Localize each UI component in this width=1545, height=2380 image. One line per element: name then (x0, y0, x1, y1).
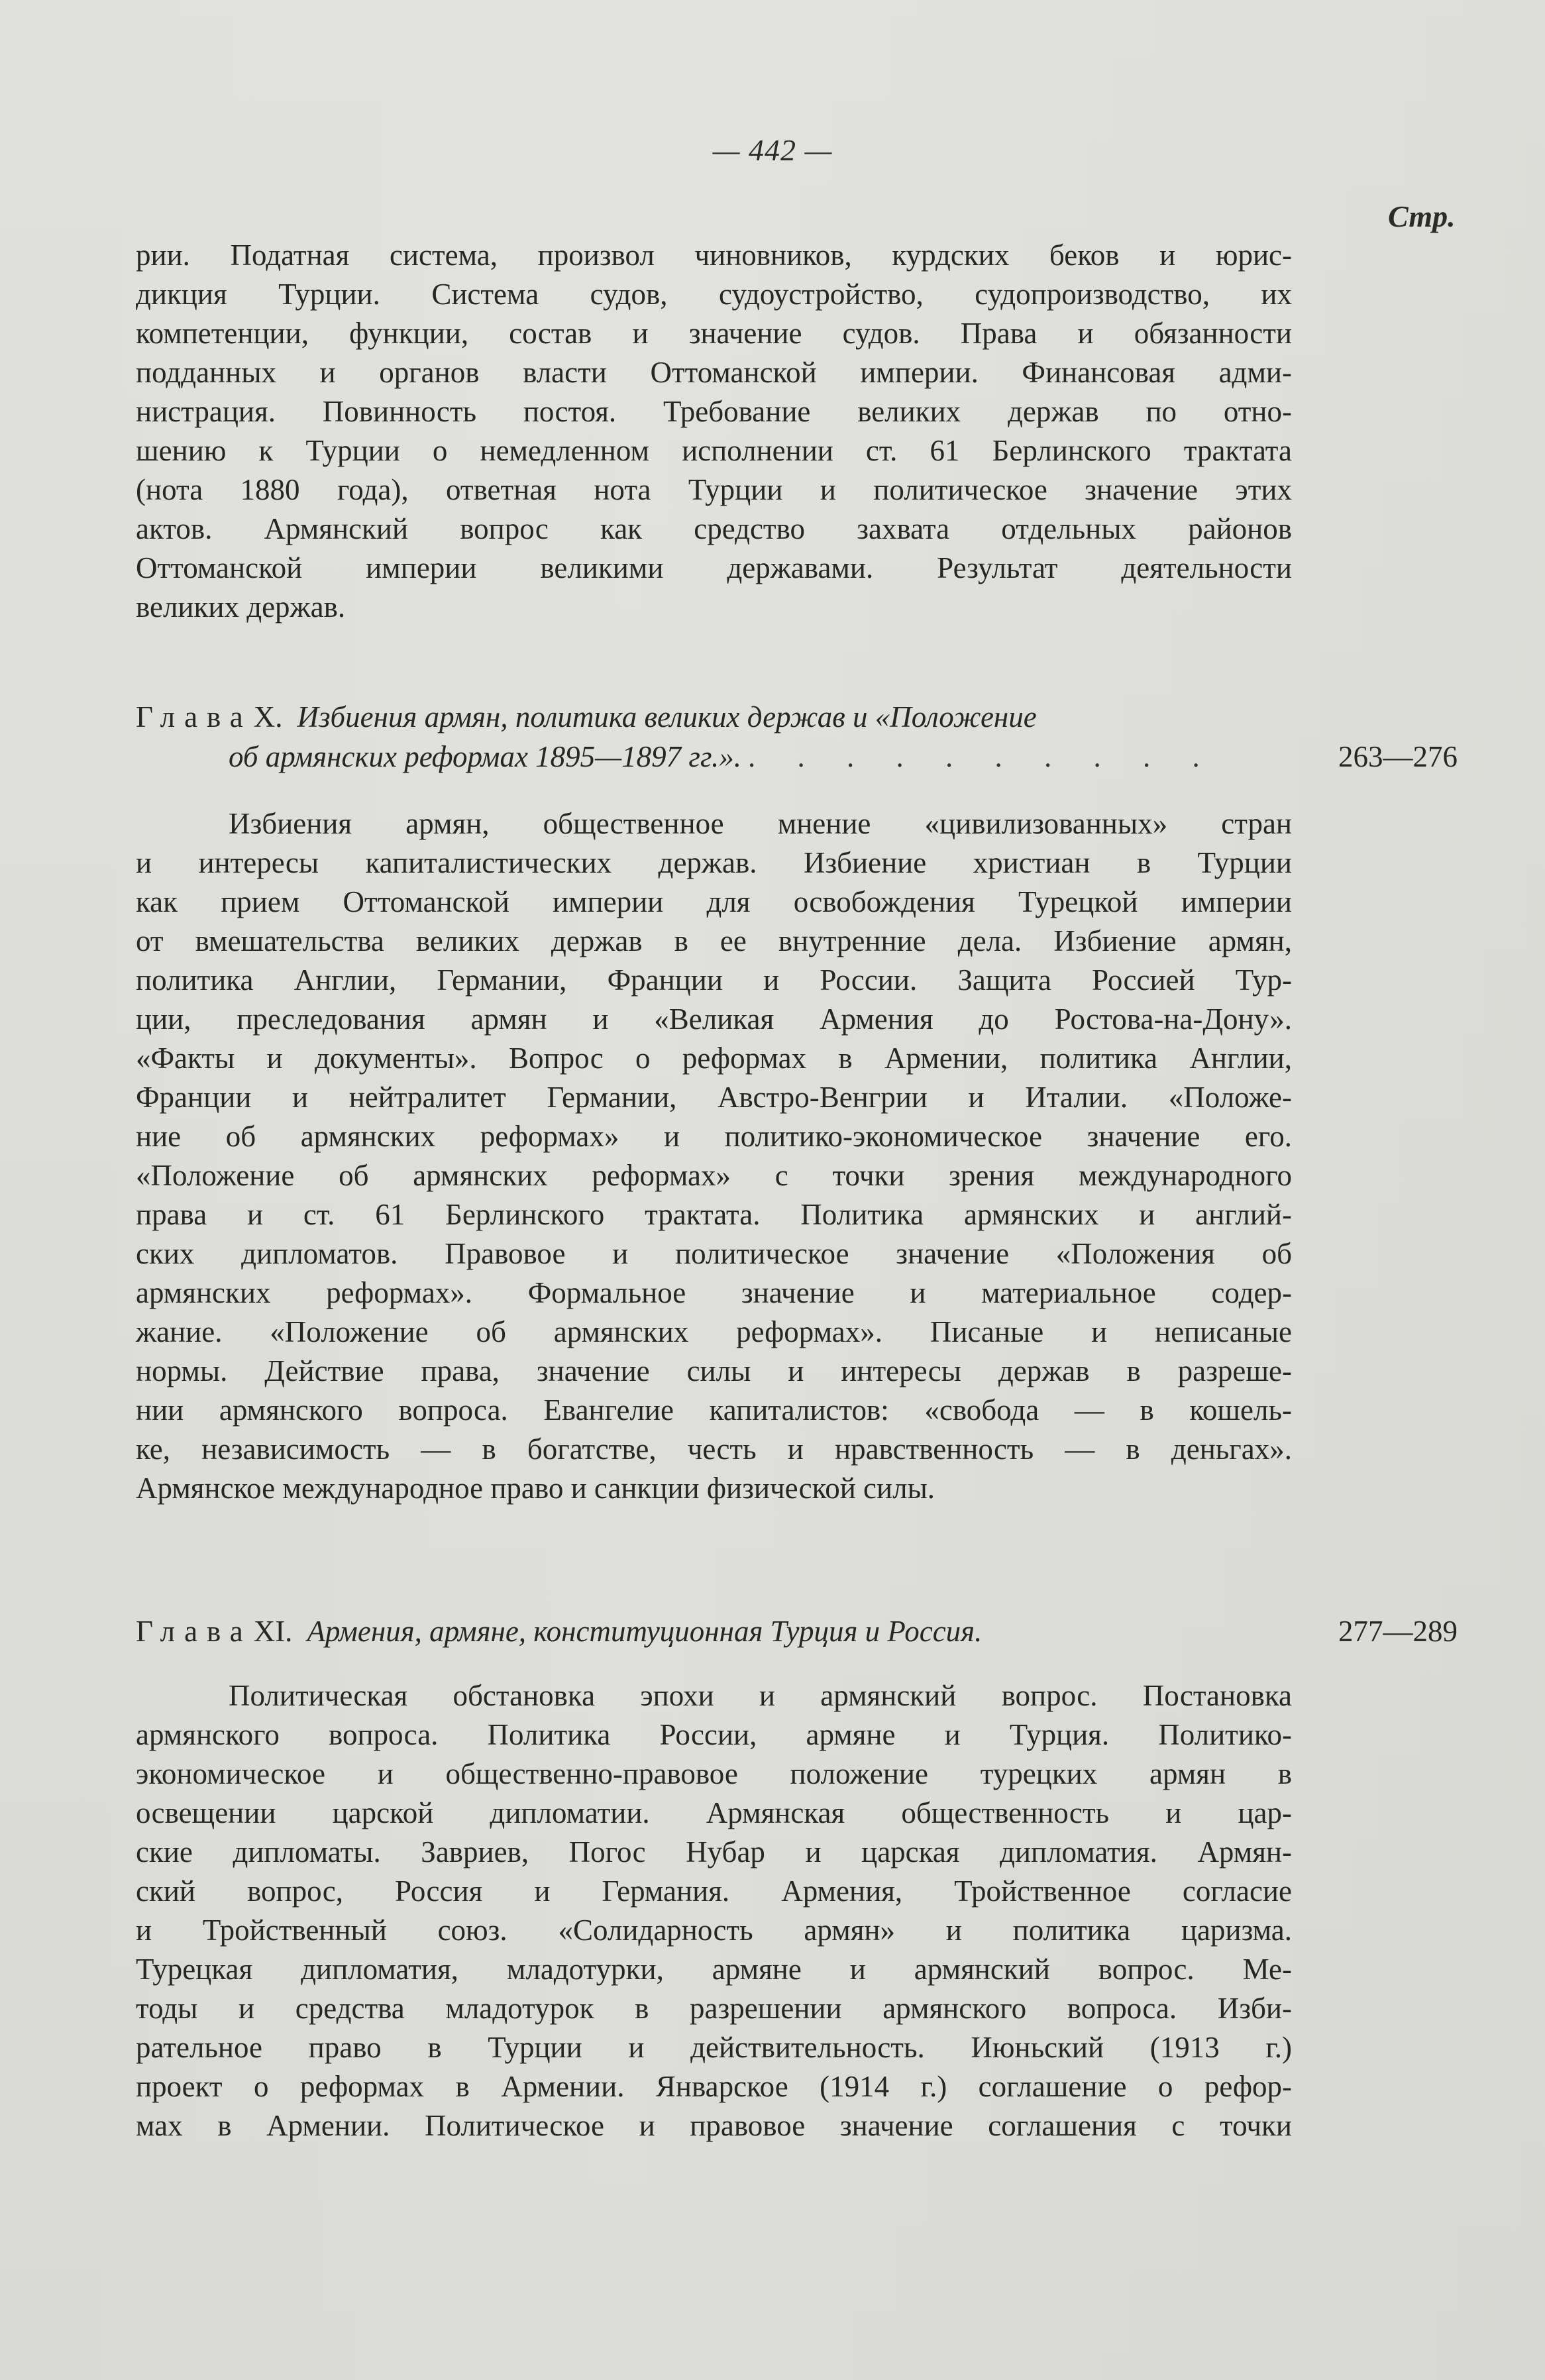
text-line: как прием Оттоманской империи для освобождения Турецкой империи (136, 885, 1292, 918)
text-line: нормы. Действие права, значение силы и интересы держав в разреше- (136, 1354, 1292, 1387)
chapter-x-title-row-2 (136, 737, 1458, 777)
text-line: Политическая обстановка эпохи и армянский вопрос. Постановка (229, 1679, 1292, 1712)
text-line: актов. Армянский вопрос как средство захвата отдельных районов (136, 512, 1292, 545)
text-line: нистрация. Повинность постоя. Требование великих держав по отно- (136, 395, 1292, 428)
text-line: мах в Армении. Политическое и правовое значение соглашения с точки (136, 2109, 1292, 2142)
text-line: от вмешательства великих держав в ее внутренние дела. Избиение армян, (136, 924, 1292, 957)
text-line: великих держав. (136, 590, 346, 623)
text-line: ции, преследования армян и «Великая Армения до Ростова-на-Дону». (136, 1002, 1292, 1036)
text-line: Избиения армян, общественное мнение «цивилизованных» стран (229, 807, 1292, 840)
text-line: и Тройственный союз. «Солидарность армян» и политика царизма. (136, 1914, 1292, 1947)
text-line: армянских реформах». Формальное значение и материальное содер- (136, 1276, 1292, 1309)
text-line: Оттоманской империи великими державами. Результат деятельности (136, 551, 1292, 584)
chapter-xi-summary (136, 1676, 1292, 2145)
text-line: рии. Податная система, произвол чиновников, курдских беков и юрис- (136, 239, 1292, 272)
text-line: ке, независимость — в богатстве, честь и нравственность — в деньгах». (136, 1433, 1292, 1466)
text-line: политика Англии, Германии, Франции и России. Защита Россией Тур- (136, 963, 1292, 997)
chapter-x-title-row-1 (136, 697, 1458, 737)
chapter-number: XI. (253, 1615, 293, 1648)
page-column-label: Стр. (1388, 199, 1456, 233)
text-line: Франции и нейтралитет Германии, Австро-Венгрии и Италии. «Положе- (136, 1081, 1292, 1114)
text-line: Армянское международное право и санкции физической силы. (136, 1472, 935, 1505)
text-line: нии армянского вопроса. Евангелие капиталистов: «свобода — в кошель- (136, 1393, 1292, 1427)
text-line: жание. «Положение об армянских реформах». Писаные и неписаные (136, 1315, 1292, 1348)
text-line: «Положение об армянских реформах» с точки зрения международного (136, 1159, 1292, 1192)
text-line: освещении царской дипломатии. Армянская общественность и цар- (136, 1796, 1292, 1829)
text-line: права и ст. 61 Берлинского трактата. Политика армянских и англий- (136, 1198, 1292, 1231)
text-line: и интересы капиталистических держав. Избиение христиан в Турции (136, 846, 1292, 879)
text-line: подданных и органов власти Оттоманской империи. Финансовая адми- (136, 356, 1292, 389)
text-line: (нота 1880 года), ответная нота Турции и политическое значение этих (136, 473, 1292, 506)
text-line: шению к Турции о немедленном исполнении ст. 61 Берлинского трактата (136, 434, 1292, 467)
chapter-x-summary (136, 804, 1292, 1508)
text-line: проект о реформах в Армении. Январское (1914 г.) соглашение о рефор- (136, 2070, 1292, 2103)
chapter-page-range: 277—289 (1338, 1615, 1458, 1648)
text-line: ский вопрос, Россия и Германия. Армения, Тройственное согласие (136, 1874, 1292, 1908)
text-line: ских дипломатов. Правовое и политическое значение «Положения об (136, 1237, 1292, 1270)
chapter-xi-title-row (136, 1611, 1458, 1651)
chapter-title: Избиения армян, политика великих держав и «Положение (297, 700, 1037, 733)
text-line: компетенции, функции, состав и значение судов. Права и обязанности (136, 317, 1292, 350)
chapter-number: X. (253, 700, 283, 733)
text-line: тоды и средства младотурок в разрешении армянского вопроса. Изби- (136, 1992, 1292, 2025)
chapter-xi-heading (136, 1611, 1458, 1651)
text-line: рательное право в Турции и действительность. Июньский (1913 г.) (136, 2031, 1292, 2064)
text-line: экономическое и общественно-правовое положение турецких армян в (136, 1757, 1292, 1790)
chapter-title: Армения, армяне, конституционная Турция и Россия. (307, 1615, 983, 1648)
chapter-label: Глава (136, 1615, 252, 1648)
text-line: «Факты и документы». Вопрос о реформах в Армении, политика Англии, (136, 1042, 1292, 1075)
chapter-title-continued: об армянских реформах 1895—1897 гг.». (229, 740, 741, 773)
chapter-page-range: 263—276 (1338, 740, 1458, 773)
leader-dots: . . . . . . . . . . (747, 740, 1217, 773)
text-line: Турецкая дипломатия, младотурки, армяне и армянский вопрос. Ме- (136, 1953, 1292, 1986)
text-line: ние об армянских реформах» и политико-экономическое значение его. (136, 1120, 1292, 1153)
continuation-paragraph (136, 236, 1292, 627)
chapter-label: Глава (136, 700, 252, 733)
text-line: армянского вопроса. Политика России, армяне и Турция. Политико- (136, 1718, 1292, 1751)
text-line: ские дипломаты. Завриев, Погос Нубар и царская дипломатия. Армян- (136, 1835, 1292, 1868)
page-number: — 442 — (712, 133, 833, 167)
chapter-x-heading (136, 697, 1458, 777)
text-line: дикция Турции. Система судов, судоустройство, судопроизводство, их (136, 278, 1292, 311)
